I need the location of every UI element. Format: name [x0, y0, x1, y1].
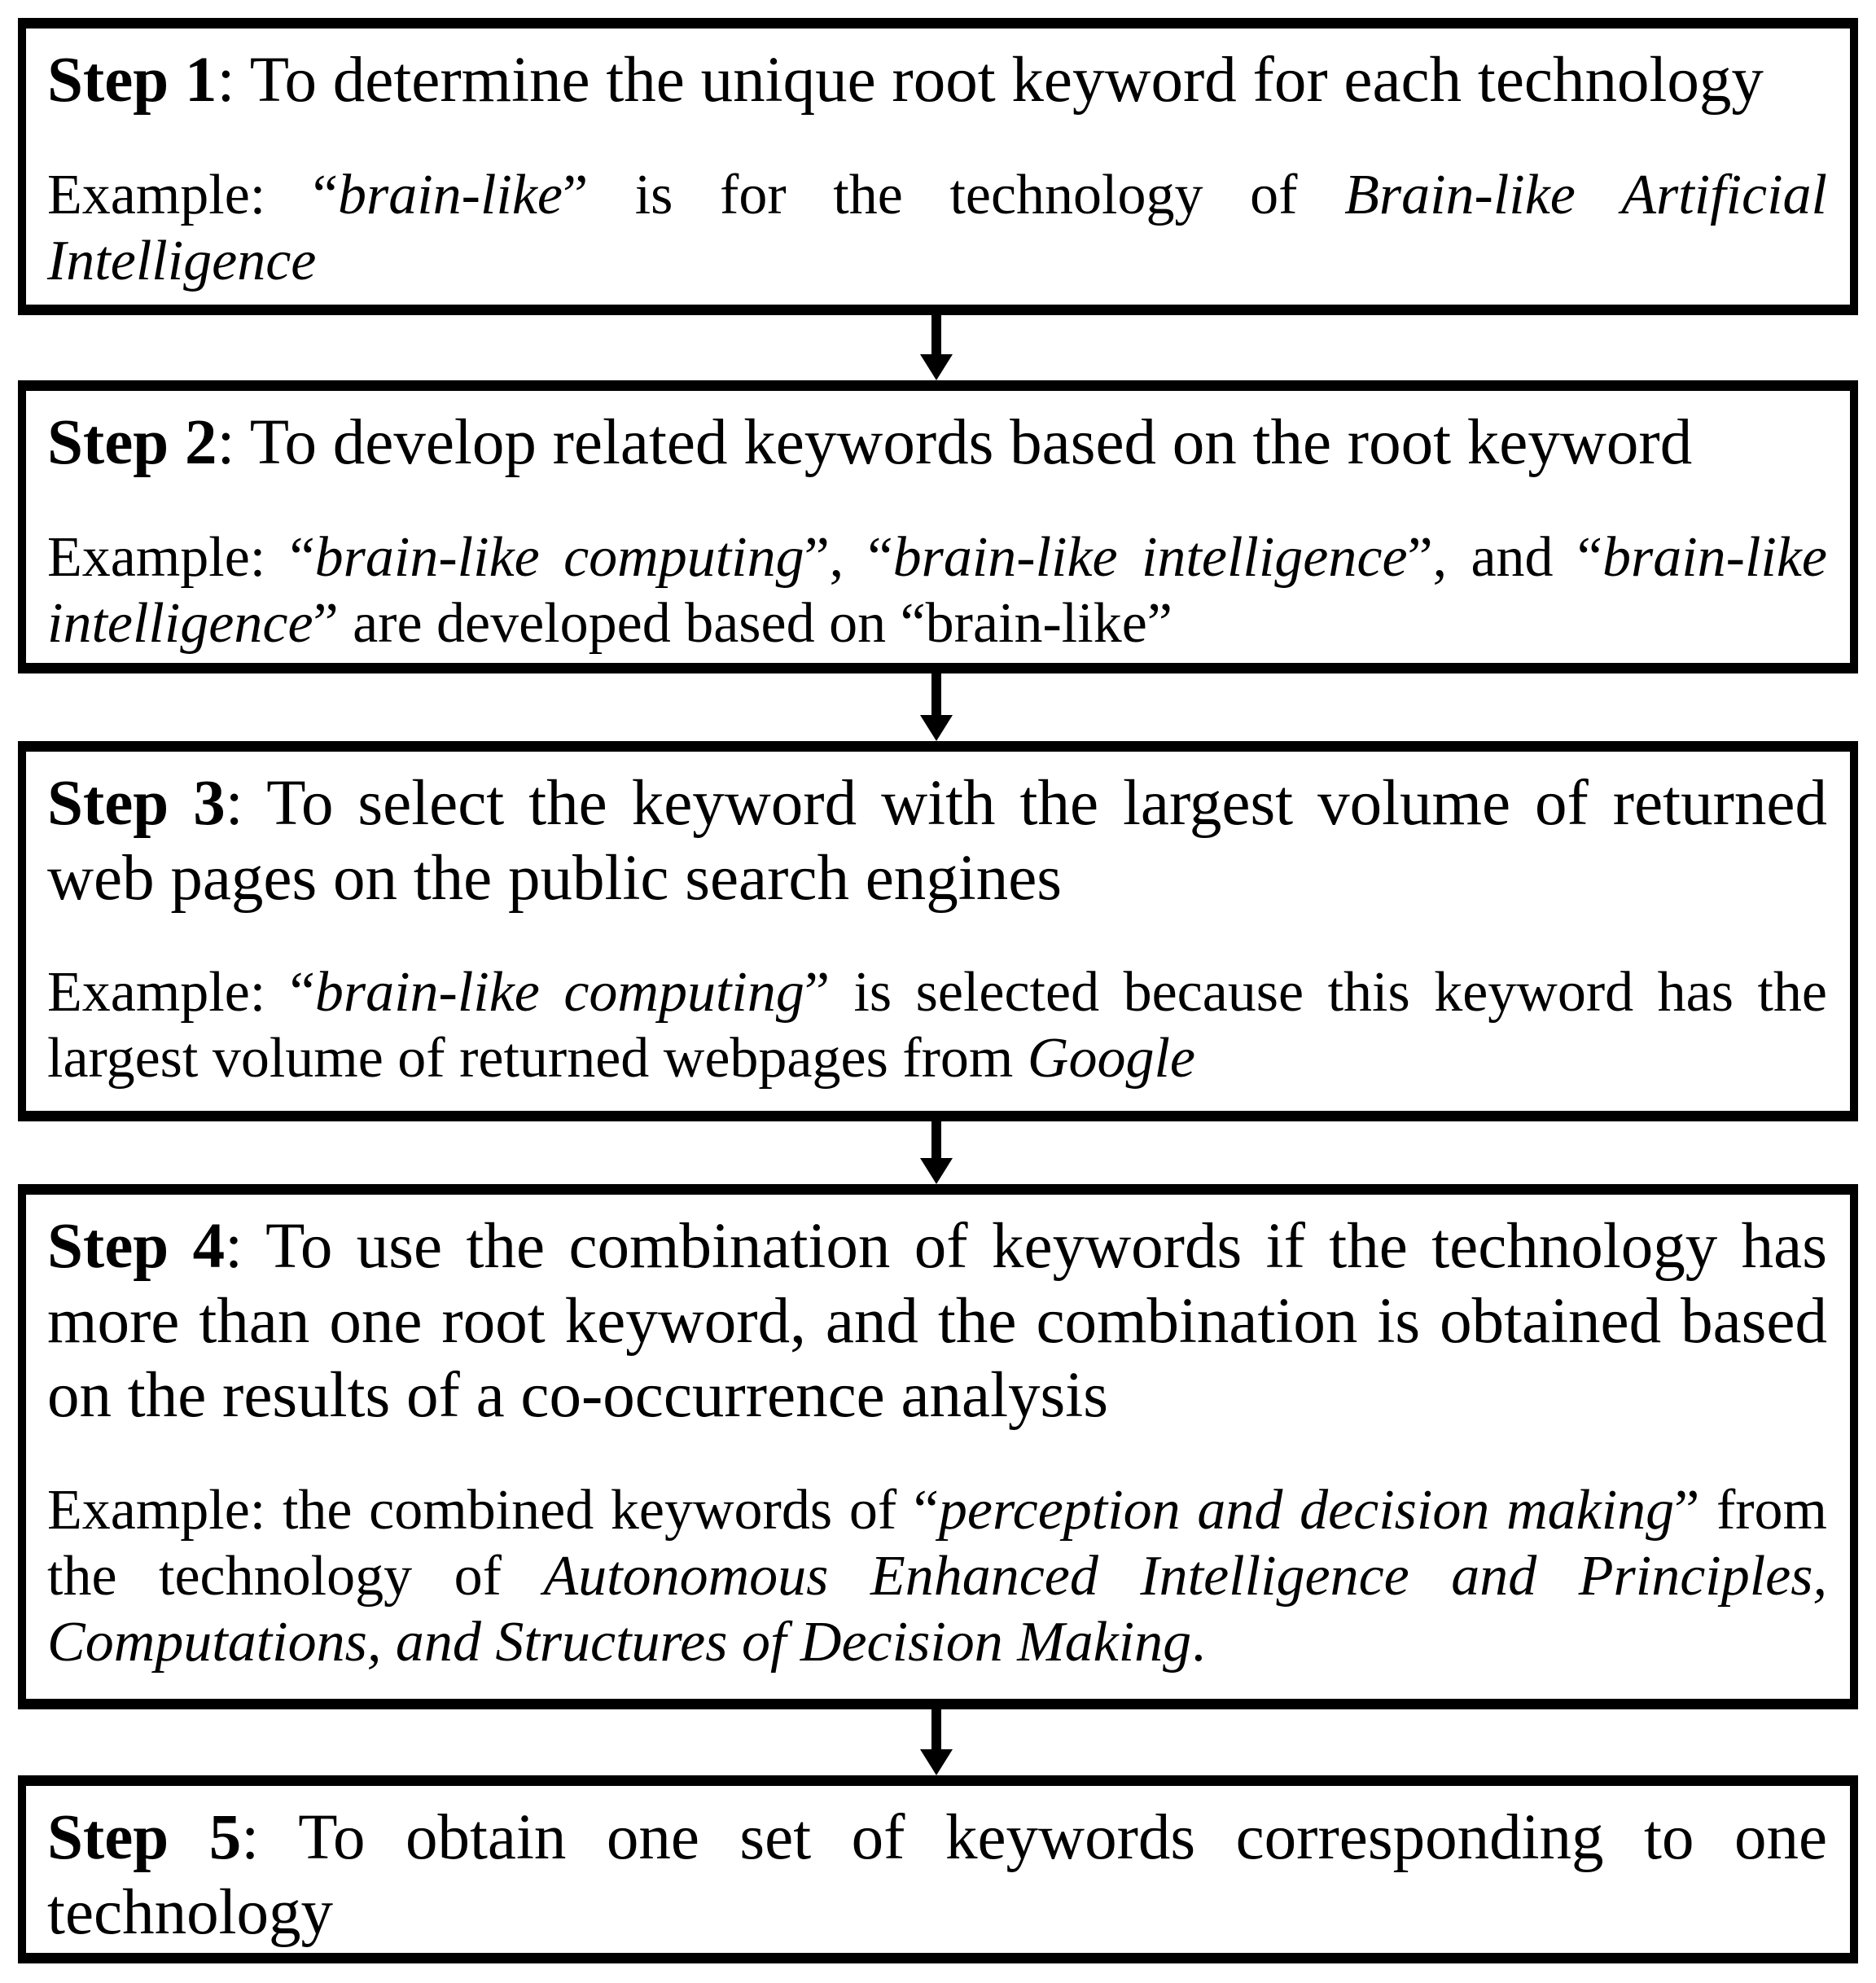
step-4-title-text: : To use the combination of keywords if the technology has more than one root keyword, and the combination is obtained based on the results of a co-occurrence analysis	[47, 1211, 1827, 1432]
flow-connector-4	[18, 1709, 1858, 1775]
step-3-example: Example: “brain-like computing” is selected because this keyword has the largest volume of returned webpages from Google	[47, 961, 1828, 1090]
step-1-example: Example: “brain-like” is for the technology of Brain-like Artificial Intelligence	[47, 163, 1828, 292]
step-2-box	[18, 380, 1858, 673]
arrow-head	[920, 715, 953, 741]
step-2-title	[47, 406, 1827, 480]
arrow-down-icon	[920, 315, 953, 380]
arrow-shaft	[931, 673, 941, 715]
step-3-title-text: : To select the keyword with the largest volume of returned web pages on the public search engines	[47, 768, 1827, 914]
step-1-label: Step 1	[47, 45, 217, 116]
arrow-down-icon	[920, 673, 953, 741]
step-1-box	[18, 18, 1858, 315]
step-5-title-text: : To obtain one set of keywords corresponding to one technology	[47, 1802, 1828, 1948]
step-1-title-text: : To determine the unique root keyword for each technology	[217, 45, 1764, 116]
flow-connector-3	[18, 1121, 1858, 1184]
arrow-shaft	[931, 1121, 941, 1158]
step-5-label: Step 5	[47, 1802, 242, 1873]
step-4-label: Step 4	[47, 1211, 226, 1282]
step-2-example: Example: “brain-like computing”, “brain-like intelligence”, and “brain-like intelligence” are developed based on “brain-like”	[47, 525, 1827, 655]
arrow-shaft	[931, 315, 941, 354]
step-2-title-text: : To develop related keywords based on the root keyword	[217, 407, 1693, 478]
step-4-example: Example: the combined keywords of “perception and decision making” from the technology of Autonomous Enhanced Intelligence and Principles, Computations, and Structures of Decision Making.	[47, 1478, 1828, 1674]
step-5-box	[18, 1775, 1858, 1963]
arrow-down-icon	[920, 1709, 953, 1775]
step-4-title	[47, 1209, 1827, 1433]
flow-connector-1	[18, 315, 1858, 380]
arrow-head	[920, 1158, 953, 1184]
step-5-title	[47, 1801, 1827, 1950]
flow-connector-2	[18, 673, 1858, 741]
arrow-head	[920, 1749, 953, 1775]
step-3-label: Step 3	[47, 768, 226, 839]
step-3-box	[18, 741, 1858, 1121]
step-1-title	[47, 43, 1827, 118]
arrow-shaft	[931, 1709, 941, 1749]
arrow-head	[920, 354, 953, 380]
step-3-title	[47, 766, 1827, 915]
step-4-box	[18, 1184, 1858, 1709]
step-2-label: Step 2	[47, 407, 217, 478]
arrow-down-icon	[920, 1121, 953, 1184]
